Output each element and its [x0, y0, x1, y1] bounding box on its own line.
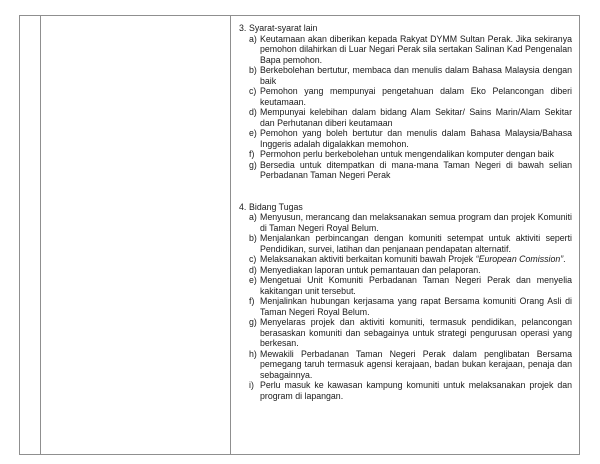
item-label: b) [249, 233, 257, 243]
list-item [249, 149, 572, 160]
document-table [19, 15, 580, 455]
list-item [249, 265, 572, 276]
item-text: Menyelaras projek dan aktiviti komuniti, termasuk pendidikan, pelancongan berasaskan komuniti dan sebagainya untuk strategi pengurusan operasi yang berkesan. [260, 317, 572, 348]
table-column-middle [41, 16, 231, 454]
item-label: c) [249, 254, 257, 264]
item-text: Bersedia untuk ditempatkan di mana-mana Taman Negeri di bawah selian Perbadanan Taman Negeri Perak [260, 159, 572, 180]
item-label: e) [249, 275, 257, 285]
item-label: f) [249, 149, 255, 159]
item-label: g) [249, 317, 257, 327]
section-header [239, 23, 572, 34]
item-label: h) [249, 348, 257, 359]
item-text-part: . [563, 254, 566, 264]
list-item [249, 349, 572, 381]
item-text: Menyediakan laporan untuk pemantauan dan pelaporan. [260, 264, 481, 275]
section-title: Syarat-syarat lain [249, 23, 318, 33]
item-text-italic: “European Comission” [475, 254, 564, 264]
item-text: Permohon perlu berkebolehan untuk mengendalikan komputer dengan baik [260, 149, 554, 159]
list-item [249, 86, 572, 107]
item-text [260, 254, 572, 265]
list-item [249, 233, 572, 254]
list-item [249, 380, 572, 401]
item-text: Mewakili Perbadanan Taman Negeri Perak dalam penglibatan Bersama pemegang taruh termasuk agensi kerajaan, badan bukan kerajaan, penaja dan sebagainnya. [260, 348, 572, 380]
list-item [249, 212, 572, 233]
item-text: Berkebolehan bertutur, membaca dan menulis dalam Bahasa Malaysia dengan baik [260, 65, 572, 86]
item-text: Menjalinkan hubungan kerjasama yang rapat Bersama komuniti Orang Asli di Taman Negeri Royal Belum. [260, 296, 572, 317]
item-text: Perlu masuk ke kawasan kampung komuniti untuk melaksanakan projek dan program di lapangan. [260, 380, 572, 401]
item-label: d) [249, 107, 257, 117]
content-column [231, 16, 579, 454]
list-item [249, 34, 572, 66]
item-label: e) [249, 128, 257, 138]
section-number: 4. [239, 201, 247, 212]
item-label: d) [249, 264, 257, 275]
section-3 [239, 23, 572, 181]
item-text: Menjalankan perbincangan dengan komuniti setempat untuk aktiviti seperti Pendidikan, survei, latihan dan penjanaan pendapatan alternatif. [260, 233, 572, 254]
section-4 [239, 202, 572, 402]
section-title: Bidang Tugas [249, 201, 303, 212]
list-item [249, 254, 572, 265]
list-item [249, 65, 572, 86]
list-item [249, 296, 572, 317]
item-label: a) [249, 212, 257, 222]
item-label: i) [249, 380, 254, 390]
section-header [239, 202, 572, 213]
item-text: Menyusun, merancang dan melaksanakan semua program dan projek Komuniti di Taman Negeri Royal Belum. [260, 212, 572, 233]
item-text-part: Melaksanakan aktiviti berkaitan komuniti bawah Projek [260, 254, 476, 264]
item-label: a) [249, 33, 257, 44]
section-number: 3. [239, 23, 247, 33]
item-label: b) [249, 65, 257, 75]
item-text: Mempunyai kelebihan dalam bidang Alam Sekitar/ Sains Marin/Alam Sekitar dan Perhutanan diberi keutamaan [260, 107, 572, 128]
list-item [249, 275, 572, 296]
list-item [249, 317, 572, 349]
item-label: g) [249, 159, 257, 170]
table-column-left [20, 16, 41, 454]
item-text: Pemohon yang mempunyai pengetahuan dalam Eko Pelancongan diberi keutamaan. [260, 86, 572, 107]
item-label: f) [249, 296, 255, 306]
item-label: c) [249, 86, 257, 96]
item-text: Mengetuai Unit Komuniti Perbadanan Taman Negeri Perak dan menyelia kakitangan unit tersebut. [260, 275, 572, 296]
list-item [249, 128, 572, 149]
item-text: Pemohon yang boleh bertutur dan menulis dalam Bahasa Malaysia/Bahasa Inggeris adalah digalakkan memohon. [260, 128, 572, 149]
list-item [249, 107, 572, 128]
list-item [249, 160, 572, 181]
item-text: Keutamaan akan diberikan kepada Rakyat DYMM Sultan Perak. Jika sekiranya pemohon dilahirkan di Luar Negari Perak sila sertakan Salinan Kad Pengenalan Bapa pemohon. [260, 33, 572, 65]
